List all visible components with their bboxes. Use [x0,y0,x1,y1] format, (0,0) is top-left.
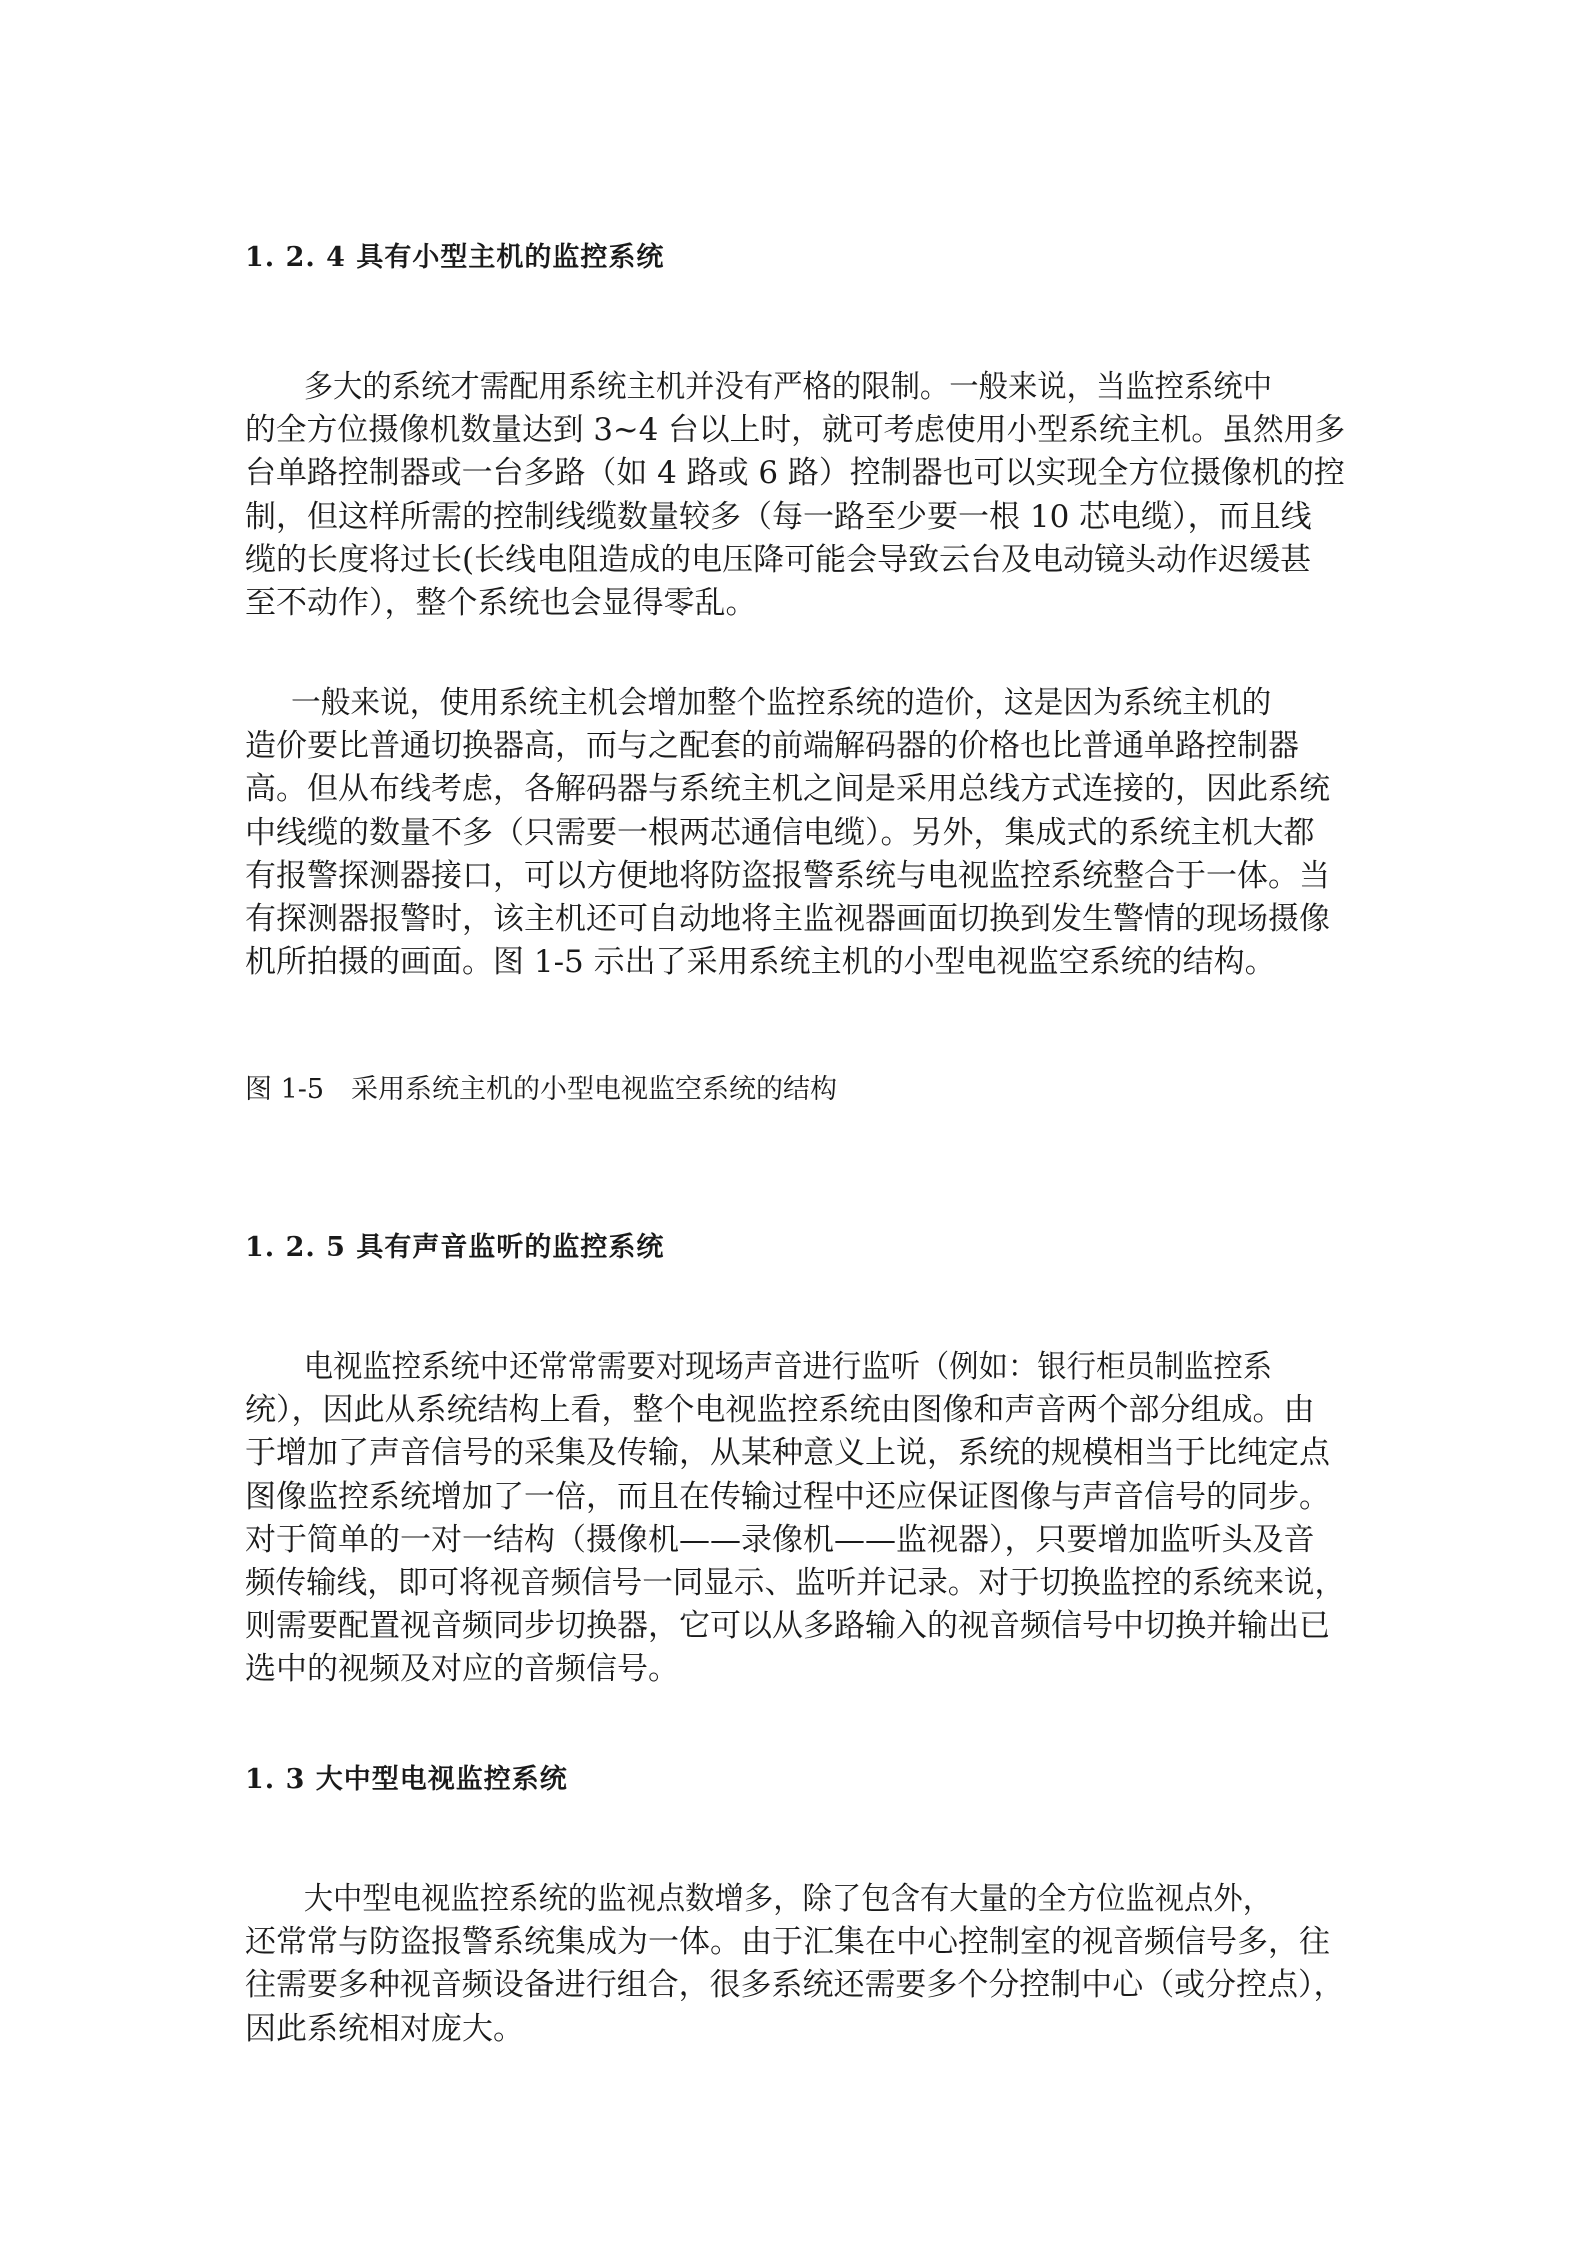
text-line: 一般来说，使用系统主机会增加整个监控系统的造价，这是因为系统主机的 [290,685,1272,721]
text-line: 造价要比普通切换器高，而与之配套的前端解码器的价格也比普通单路控制器 [245,728,1299,765]
text-line: 的全方位摄像机数量达到 3~4 台以上时，就可考虑使用小型系统主机。虽然用多 [245,412,1346,449]
text-line: 至不动作），整个系统也会显得零乱。 [245,585,757,622]
paragraph-1-2-5-audio [245,1346,1345,1692]
text-line: 对于简单的一对一结构（摄像机——录像机——监视器），只要增加监听头及音 [245,1521,1315,1558]
text-line: 统），因此从系统结构上看，整个电视监控系统由图像和声音两个部分组成。由 [245,1392,1315,1429]
section-heading-1-3: 1. 3 大中型电视监控系统 [245,1764,568,1795]
text-line: 有报警探测器接口，可以方便地将防盗报警系统与电视监控系统整合于一体。当 [245,857,1330,894]
paragraph-1-2-4-intro [245,366,1345,625]
section-heading-1-2-4: 1. 2. 4 具有小型主机的监控系统 [245,242,665,273]
text-line: 往需要多种视音频设备进行组合，很多系统还需要多个分控制中心（或分控点）， [245,1967,1345,2004]
text-line: 图像监控系统增加了一倍，而且在传输过程中还应保证图像与声音信号的同步。 [245,1478,1330,1515]
figure-caption: 图 1-5 采用系统主机的小型电视监空系统的结构 [245,1074,838,1105]
section-heading-1-2-5: 1. 2. 5 具有声音监听的监控系统 [245,1232,665,1263]
text-line: 大中型电视监控系统的监视点数增多，除了包含有大量的全方位监视点外， [303,1881,1273,1917]
text-line: 高。但从布线考虑，各解码器与系统主机之间是采用总线方式连接的，因此系统 [245,771,1330,808]
text-line: 还常常与防盗报警系统集成为一体。由于汇集在中心控制室的视音频信号多，往 [245,1924,1330,1961]
paragraph-1-3-large-systems [245,1878,1345,2051]
text-line: 频传输线，即可将视音频信号一同显示、监听并记录。对于切换监控的系统来说， [245,1565,1346,1602]
text-line: 于增加了声音信号的采集及传输，从某种意义上说，系统的规模相当于比纯定点 [245,1435,1330,1472]
text-line: 机所拍摄的画面。图 1-5 示出了采用系统主机的小型电视监空系统的结构。 [245,944,1276,981]
text-line: 制，但这样所需的控制线缆数量较多（每一路至少要一根 10 芯电缆），而且线 [245,498,1312,535]
text-line: 因此系统相对庞大。 [245,2010,524,2047]
text-line: 则需要配置视音频同步切换器，它可以从多路输入的视音频信号中切换并输出已 [245,1608,1330,1645]
paragraph-1-2-4-cost [245,682,1345,984]
text-line: 台单路控制器或一台多路（如 4 路或 6 路）控制器也可以实现全方位摄像机的控 [245,455,1345,492]
text-line: 电视监控系统中还常常需要对现场声音进行监听（例如：银行柜员制监控系 [303,1349,1273,1385]
text-line: 缆的长度将过长(长线电阻造成的电压降可能会导致云台及电动镜头动作迟缓甚 [245,541,1312,578]
text-line: 中线缆的数量不多（只需要一根两芯通信电缆）。另外，集成式的系统主机大都 [245,814,1315,851]
text-line: 多大的系统才需配用系统主机并没有严格的限制。一般来说，当监控系统中 [303,369,1273,405]
text-line: 选中的视频及对应的音频信号。 [245,1651,679,1688]
text-line: 有探测器报警时，该主机还可自动地将主监视器画面切换到发生警情的现场摄像 [245,901,1330,938]
